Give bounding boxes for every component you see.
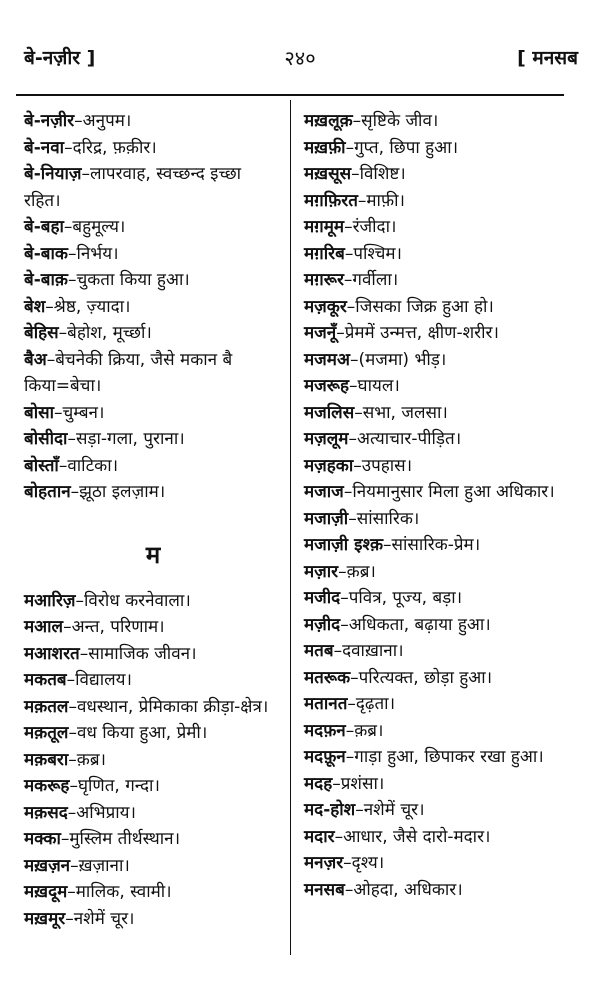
headword: मनज़र xyxy=(304,853,344,873)
headword: मदफ़न xyxy=(304,720,346,741)
dictionary-entry xyxy=(304,161,568,188)
dictionary-entry xyxy=(304,241,568,268)
dictionary-entry xyxy=(24,694,282,721)
definition: –अभिप्राय। xyxy=(67,802,136,823)
definition: –बेचनेकी क्रिया, जैसे मकान बै किया=बेचा। xyxy=(24,349,233,396)
dictionary-entry xyxy=(304,453,568,480)
headword: मक़तल xyxy=(24,696,69,717)
definition: –परित्यक्त, छोड़ा हुआ। xyxy=(350,667,493,688)
headword: बे-नवा xyxy=(24,137,65,158)
definition: –उपहास। xyxy=(353,455,413,476)
definition: –निर्भय। xyxy=(67,243,119,264)
headword: बोहतान xyxy=(24,482,71,502)
definition: –सांसारिक-प्रेम। xyxy=(383,535,481,555)
left-entries-bottom xyxy=(24,588,282,933)
definition: –विरोध करनेवाला। xyxy=(75,590,191,611)
definition: –वाटिका। xyxy=(58,455,119,476)
definition: –जिसका जिक्र हुआ हो। xyxy=(346,296,494,317)
header-rule xyxy=(16,94,564,96)
definition: –(मजमा) भीड़। xyxy=(349,349,447,370)
dictionary-entry xyxy=(304,532,568,559)
headword: बैअ xyxy=(24,349,47,370)
dictionary-entry xyxy=(304,373,568,400)
dictionary-entry xyxy=(24,320,282,347)
dictionary-entry xyxy=(24,720,282,747)
dictionary-entry xyxy=(24,588,282,615)
dictionary-entry xyxy=(24,294,282,321)
headword: मख़मूर xyxy=(24,908,66,929)
headword: बे-बहा xyxy=(24,217,64,237)
column-divider xyxy=(290,100,291,955)
definition: –नशेमें चूर। xyxy=(65,908,135,929)
dictionary-entry xyxy=(304,267,568,294)
dictionary-entry xyxy=(304,320,568,347)
section-letter: म xyxy=(145,540,161,569)
definition: –प्रशंसा। xyxy=(332,773,385,794)
dictionary-entry xyxy=(24,267,282,294)
dictionary-entry xyxy=(24,747,282,774)
dictionary-entry xyxy=(304,214,568,241)
definition: –अधिकता, बढ़ाया हुआ। xyxy=(340,614,491,635)
headword: बोसीदा xyxy=(24,429,68,449)
dictionary-entry xyxy=(304,294,568,321)
definition: –सामाजिक जीवन। xyxy=(79,643,197,664)
headword: मनसब xyxy=(304,879,345,900)
dictionary-entry xyxy=(24,667,282,694)
definition: –क़ब्र। xyxy=(68,749,107,770)
definition: –घृणित, गन्दा। xyxy=(69,776,160,796)
headword: मजनूँ xyxy=(304,323,337,343)
dictionary-entry xyxy=(24,614,282,641)
definition: –चुम्बन। xyxy=(54,402,105,423)
headword: मआल xyxy=(24,617,64,637)
dictionary-entry xyxy=(24,214,282,241)
dictionary-entry xyxy=(24,453,282,480)
definition: –पवित्र, पूज्य, बड़ा। xyxy=(340,588,463,608)
headword: मदार xyxy=(304,826,335,847)
dictionary-entry xyxy=(304,135,568,162)
definition: –दरिद्र, फ़क़ीर। xyxy=(64,137,157,158)
dictionary-entry xyxy=(24,800,282,827)
definition: –लापरवाह, स्वच्छन्द इच्छा रहित। xyxy=(24,164,242,211)
dictionary-entry xyxy=(24,108,282,135)
definition: –विद्यालय। xyxy=(66,670,132,690)
dictionary-entry xyxy=(304,585,568,612)
dictionary-entry xyxy=(304,665,568,692)
headword: बेहिस xyxy=(24,323,59,343)
definition: –मुस्लिम तीर्थस्थान। xyxy=(60,829,181,849)
dictionary-entry xyxy=(304,506,568,533)
definition: –गुप्त, छिपा हुआ। xyxy=(345,137,459,158)
definition: –पश्चिम। xyxy=(344,243,403,264)
dictionary-entry xyxy=(304,559,568,586)
dictionary-entry xyxy=(24,479,282,506)
headword: मक़बरा xyxy=(24,749,69,770)
dictionary-entry xyxy=(304,479,568,506)
headword: मजमअ xyxy=(304,349,350,370)
dictionary-entry xyxy=(304,850,568,877)
headword: मज़हका xyxy=(304,455,354,476)
headword: मज़ार xyxy=(304,561,339,582)
headword: मज़ीद xyxy=(304,614,341,635)
dictionary-entry xyxy=(304,426,568,453)
dictionary-entry xyxy=(24,347,282,400)
dictionary-entry xyxy=(24,773,282,800)
definition: –मालिक, स्वामी। xyxy=(67,882,172,902)
dictionary-entry xyxy=(24,400,282,427)
definition: –दृश्य। xyxy=(343,853,385,873)
headword: मदह xyxy=(304,773,333,794)
definition: –गाड़ा हुआ, छिपाकर रखा हुआ। xyxy=(345,747,544,767)
headword: मद-होश xyxy=(304,800,356,820)
definition: –दृढ़ता। xyxy=(347,694,396,714)
headword: मकतब xyxy=(24,670,67,690)
definition: –वध किया हुआ, प्रेमी। xyxy=(68,723,208,743)
headword: मख़सूस xyxy=(304,164,352,184)
dictionary-entry xyxy=(304,771,568,798)
left-column xyxy=(24,108,282,932)
headword: मग़फ़िरत xyxy=(304,190,358,211)
definition: –प्रेममें उन्मत्त, क्षीण-शरीर। xyxy=(336,323,499,343)
headword: बे-बाक़ xyxy=(24,270,68,290)
dictionary-entry xyxy=(304,188,568,215)
dictionary-entry xyxy=(24,906,282,933)
headword: मज़लूम xyxy=(304,429,349,449)
dictionary-entry xyxy=(24,853,282,880)
definition: –सृष्टिके जीव। xyxy=(352,111,439,131)
dictionary-entry xyxy=(304,612,568,639)
definition: –घायल। xyxy=(349,376,400,396)
definition: –नशेमें चूर। xyxy=(355,800,425,820)
headword: मख़फ़ी xyxy=(304,137,346,158)
headword: मख़लूक़ xyxy=(304,111,353,131)
headword: मजाज़ी xyxy=(304,508,349,529)
headword: मक़सद xyxy=(24,802,68,823)
headword: मआरिज़ xyxy=(24,590,76,611)
dictionary-entry xyxy=(304,347,568,374)
headword: बे-बाक xyxy=(24,243,68,264)
definition: –सड़ा-गला, पुराना। xyxy=(67,429,185,449)
headword: मख़ज़न xyxy=(24,855,71,876)
definition: –क़ब्र। xyxy=(338,561,376,582)
headword: बोसा xyxy=(24,402,55,423)
definition: –विशिष्ट। xyxy=(351,164,406,184)
header-last-word: [ मनसब xyxy=(517,47,578,69)
headword: मजाज़ी इश्क़ xyxy=(304,535,384,555)
definition: –चुकता किया हुआ। xyxy=(67,270,190,290)
headword: मग़रिब xyxy=(304,243,345,264)
definition: –झूठा इलज़ाम। xyxy=(70,482,166,502)
headword: मजीद xyxy=(304,588,341,608)
definition: –गर्वीला। xyxy=(343,270,399,290)
definition: –रंजीदा। xyxy=(344,217,397,237)
dictionary-entry xyxy=(24,641,282,668)
headword: मजलिस xyxy=(304,402,355,423)
headword: मदफ़ून xyxy=(304,747,346,767)
headword: मक़तूल xyxy=(24,723,69,743)
header-first-word: बे-नज़ीर ] xyxy=(24,47,96,69)
definition: –ओहदा, अधिकार। xyxy=(344,879,463,900)
headword: मक्का xyxy=(24,829,61,849)
definition: –बेहोश, मूर्च्छा। xyxy=(58,323,152,343)
definition: –बहुमूल्य। xyxy=(63,217,126,237)
headword: बे-नियाज़ xyxy=(24,164,82,184)
definition: –क़ब्र। xyxy=(345,720,384,741)
running-header xyxy=(16,40,584,74)
definition: –नियमानुसार मिला हुआ अधिकार। xyxy=(343,482,555,502)
dictionary-entry xyxy=(304,108,568,135)
dictionary-entry xyxy=(24,241,282,268)
definition: –दवाख़ाना। xyxy=(333,641,404,661)
dictionary-entry xyxy=(304,400,568,427)
headword: मतरूक xyxy=(304,667,351,688)
definition: –श्रेष्ठ, ज़्यादा। xyxy=(45,296,131,317)
definition: –आधार, जैसे दारो-मदार। xyxy=(334,826,491,847)
page-number: २४० xyxy=(284,46,316,70)
definition: –ख़ज़ाना। xyxy=(70,855,130,876)
definition: –अत्याचार-पीड़ित। xyxy=(348,429,462,449)
dictionary-entry xyxy=(304,638,568,665)
right-entries xyxy=(304,108,568,903)
definition: –अन्त, परिणाम। xyxy=(63,617,165,637)
headword: मतानत xyxy=(304,694,348,714)
definition: –सभा, जलसा। xyxy=(354,402,448,423)
dictionary-entry xyxy=(24,826,282,853)
headword: मग़रूर xyxy=(304,270,344,290)
definition: –वधस्थान, प्रेमिकाका क्रीड़ा-क्षेत्र। xyxy=(68,696,269,717)
definition: –माफ़ी। xyxy=(357,190,405,211)
headword: मआशरत xyxy=(24,643,80,664)
definition: –अनुपम। xyxy=(74,111,132,131)
headword: मतब xyxy=(304,641,334,661)
headword: मज़कूर xyxy=(304,296,347,317)
headword: बोस्ताँ xyxy=(24,455,59,476)
left-entries-top xyxy=(24,108,282,506)
dictionary-entry xyxy=(304,691,568,718)
headword: मजरूह xyxy=(304,376,350,396)
headword: मख़दूम xyxy=(24,882,68,902)
dictionary-entry xyxy=(24,161,282,214)
dictionary-entry xyxy=(24,879,282,906)
dictionary-entry xyxy=(24,135,282,162)
headword: मकरूह xyxy=(24,776,70,796)
dictionary-entry xyxy=(24,426,282,453)
definition: –सांसारिक। xyxy=(348,508,420,529)
dictionary-entry xyxy=(304,718,568,745)
headword: मग़मूम xyxy=(304,217,345,237)
dictionary-entry xyxy=(304,797,568,824)
headword: मजाज xyxy=(304,482,344,502)
headword: बेश xyxy=(24,296,46,317)
headword: बे-नज़ीर xyxy=(24,111,75,131)
dictionary-entry xyxy=(304,824,568,851)
dictionary-entry xyxy=(304,744,568,771)
dictionary-entry xyxy=(304,877,568,904)
right-column xyxy=(304,108,568,903)
